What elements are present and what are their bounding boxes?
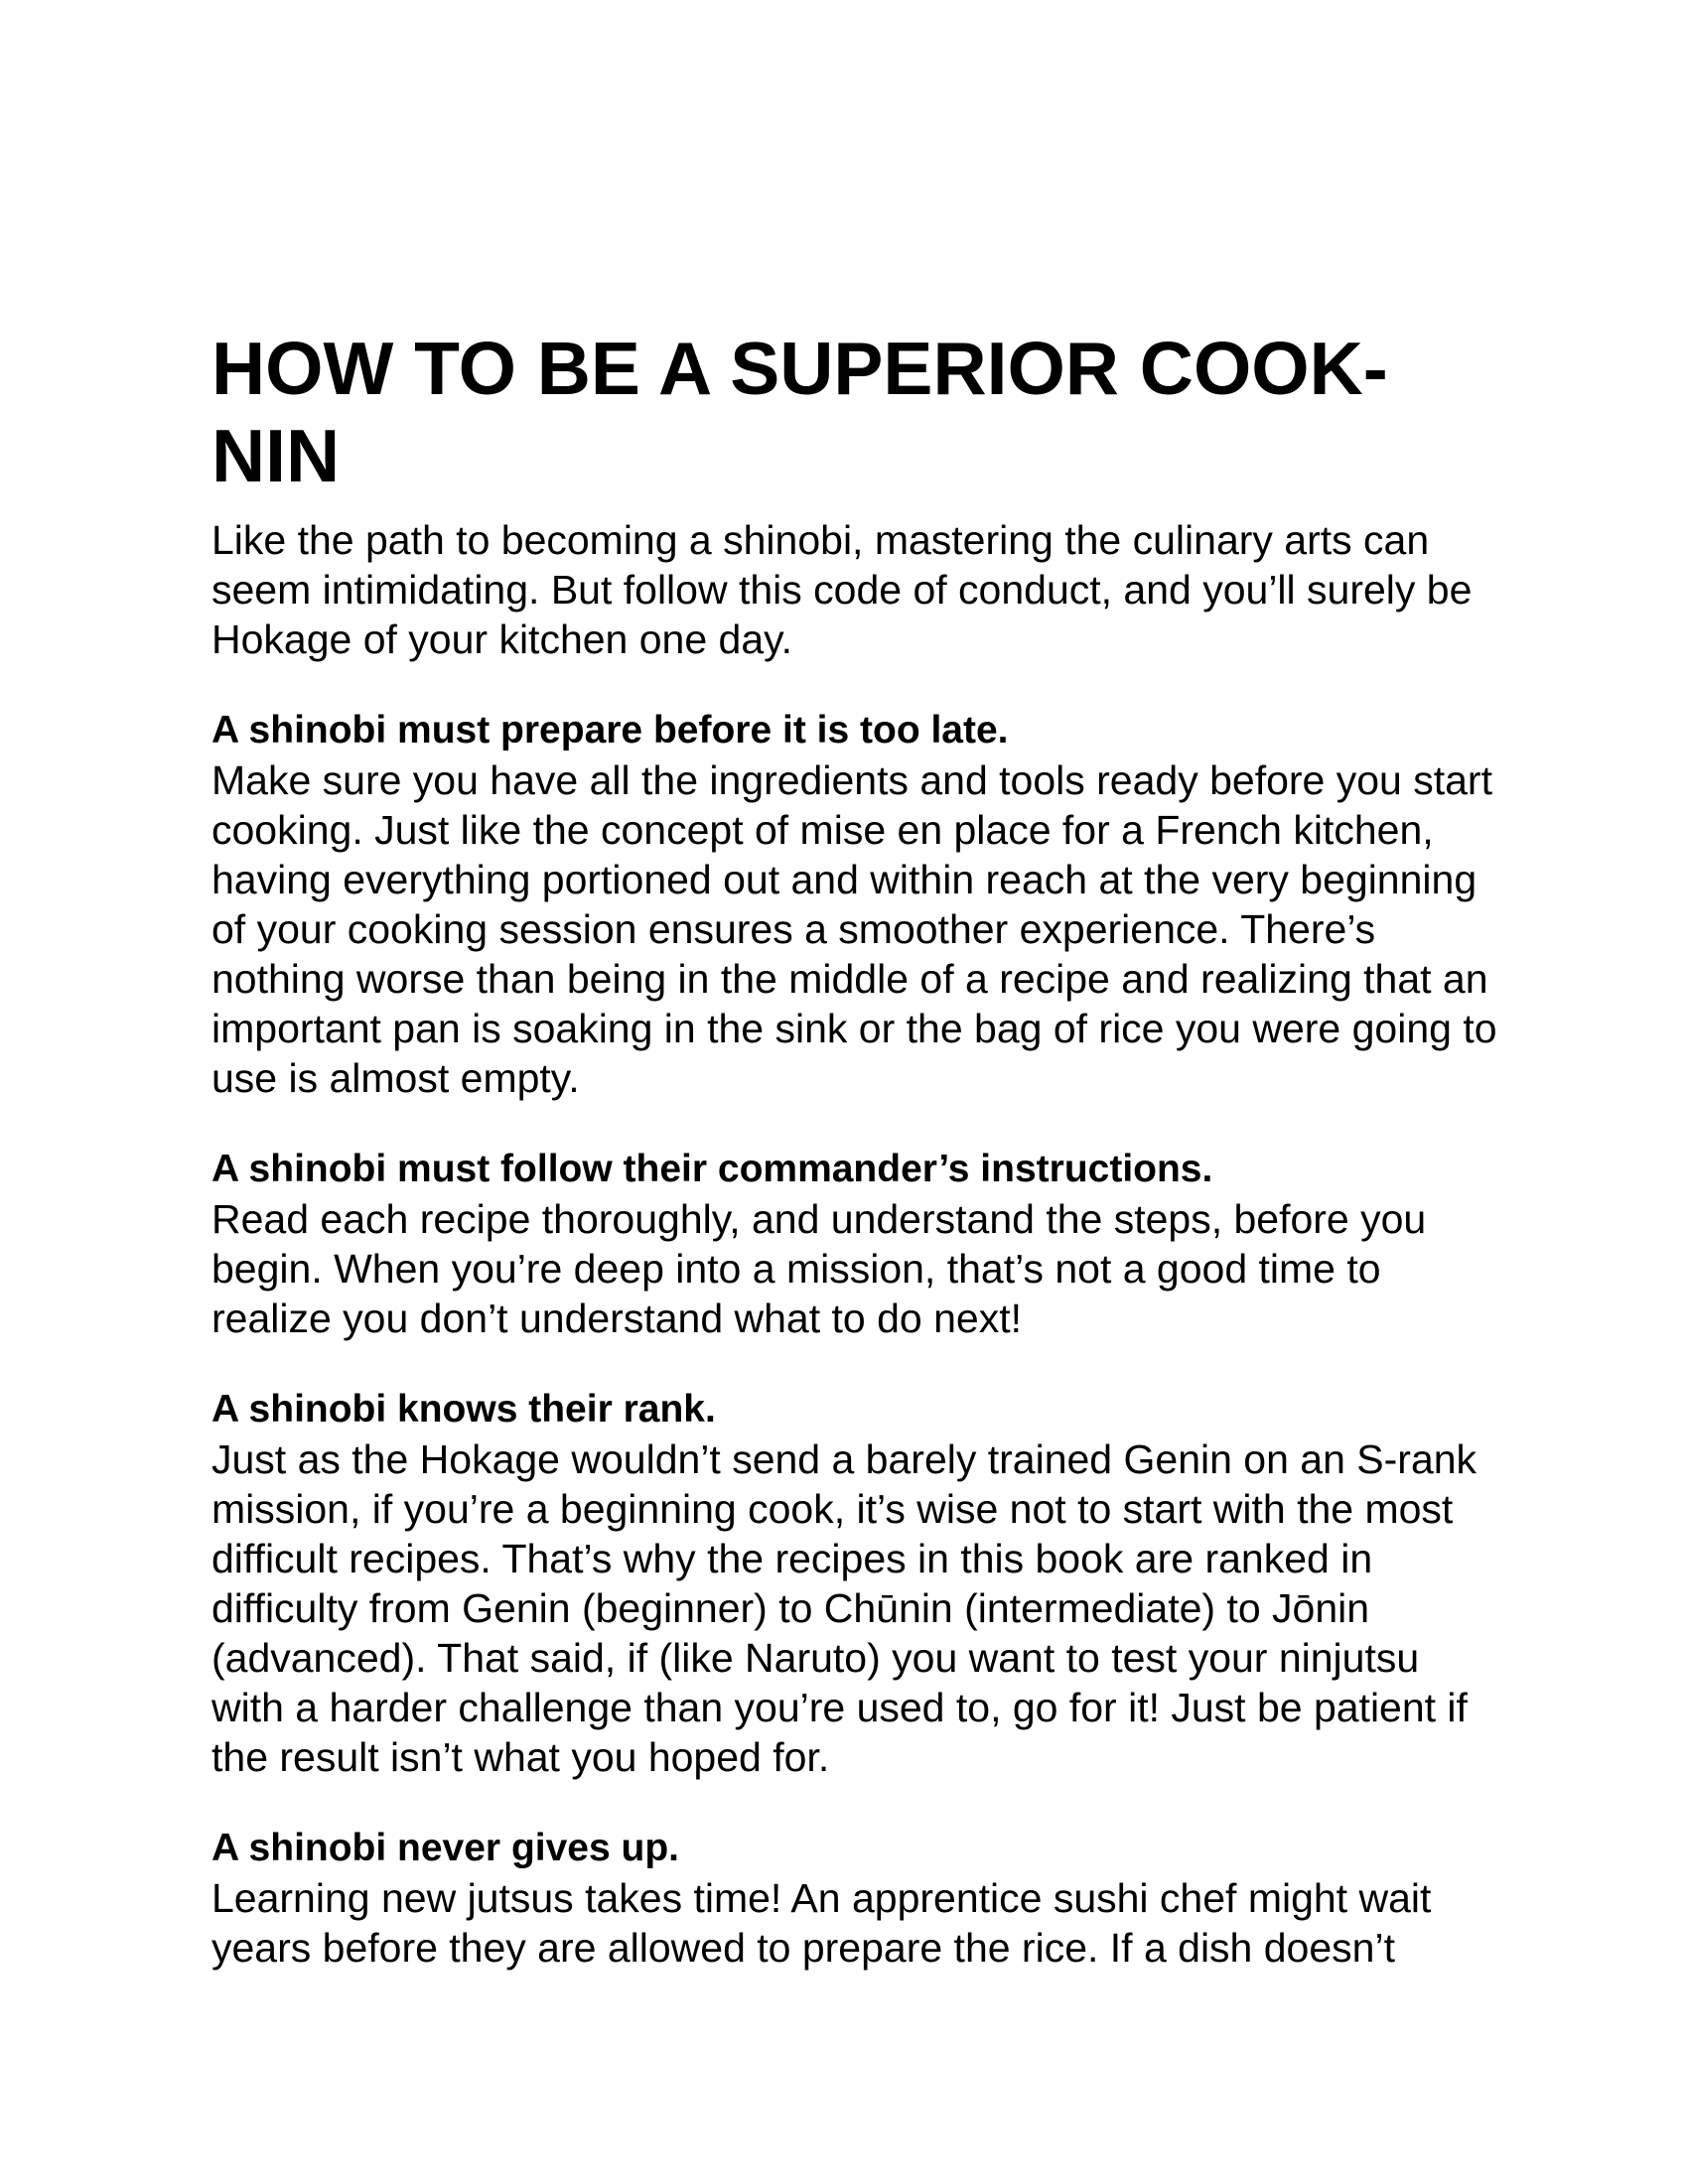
section-body: Make sure you have all the ingredients and tools ready before you start cooking. Just like the concept of mise en place for a French kitchen, having everything portioned out and within reach at the very beginning of your cooking session ensures a smoother experience. There’s nothing worse than being in the middle of a recipe and realizing that an important pan is soaking in the sink or the bag of rice you were going to use is almost empty. — [211, 757, 1497, 1101]
section-instructions — [211, 1145, 1502, 1343]
section-heading: A shinobi must follow their commander’s instructions. — [211, 1148, 1213, 1190]
section-never-give-up — [211, 1824, 1502, 1973]
section-body: Read each recipe thoroughly, and understand the steps, before you begin. When you’re deep into a mission, that’s not a good time to realize you don’t understand what to do next! — [211, 1196, 1427, 1341]
section-heading: A shinobi must prepare before it is too late. — [211, 709, 1009, 751]
section-body: Just as the Hokage wouldn’t send a barely trained Genin on an S-rank mission, if you’re a beginning cook, it’s wise not to start with the most difficult recipes. That’s why the recipes in this book are ranked in difficulty from Genin (beginner) to Chūnin (intermediate) to Jōnin (advanced). That said, if (like Naruto) you want to test your ninjutsu with a harder challenge than you’re used to, go for it! Just be patient if the result isn’t what you hoped for. — [211, 1436, 1477, 1780]
section-heading: A shinobi knows their rank. — [211, 1388, 716, 1431]
section-rank — [211, 1385, 1502, 1782]
document-page — [211, 325, 1502, 1973]
section-prepare — [211, 706, 1502, 1103]
section-heading: A shinobi never gives up. — [211, 1827, 679, 1869]
section-body: Learning new jutsus takes time! An apprentice sushi chef might wait years before they are allowed to prepare the rice. If a dish doesn’t — [211, 1875, 1432, 1971]
intro-paragraph: Like the path to becoming a shinobi, mastering the culinary arts can seem intimidating. But follow this code of conduct, and you’ll surely be Hokage of your kitchen one day. — [211, 517, 1473, 662]
page-title: HOW TO BE A SUPERIOR COOK-NIN — [211, 327, 1388, 497]
